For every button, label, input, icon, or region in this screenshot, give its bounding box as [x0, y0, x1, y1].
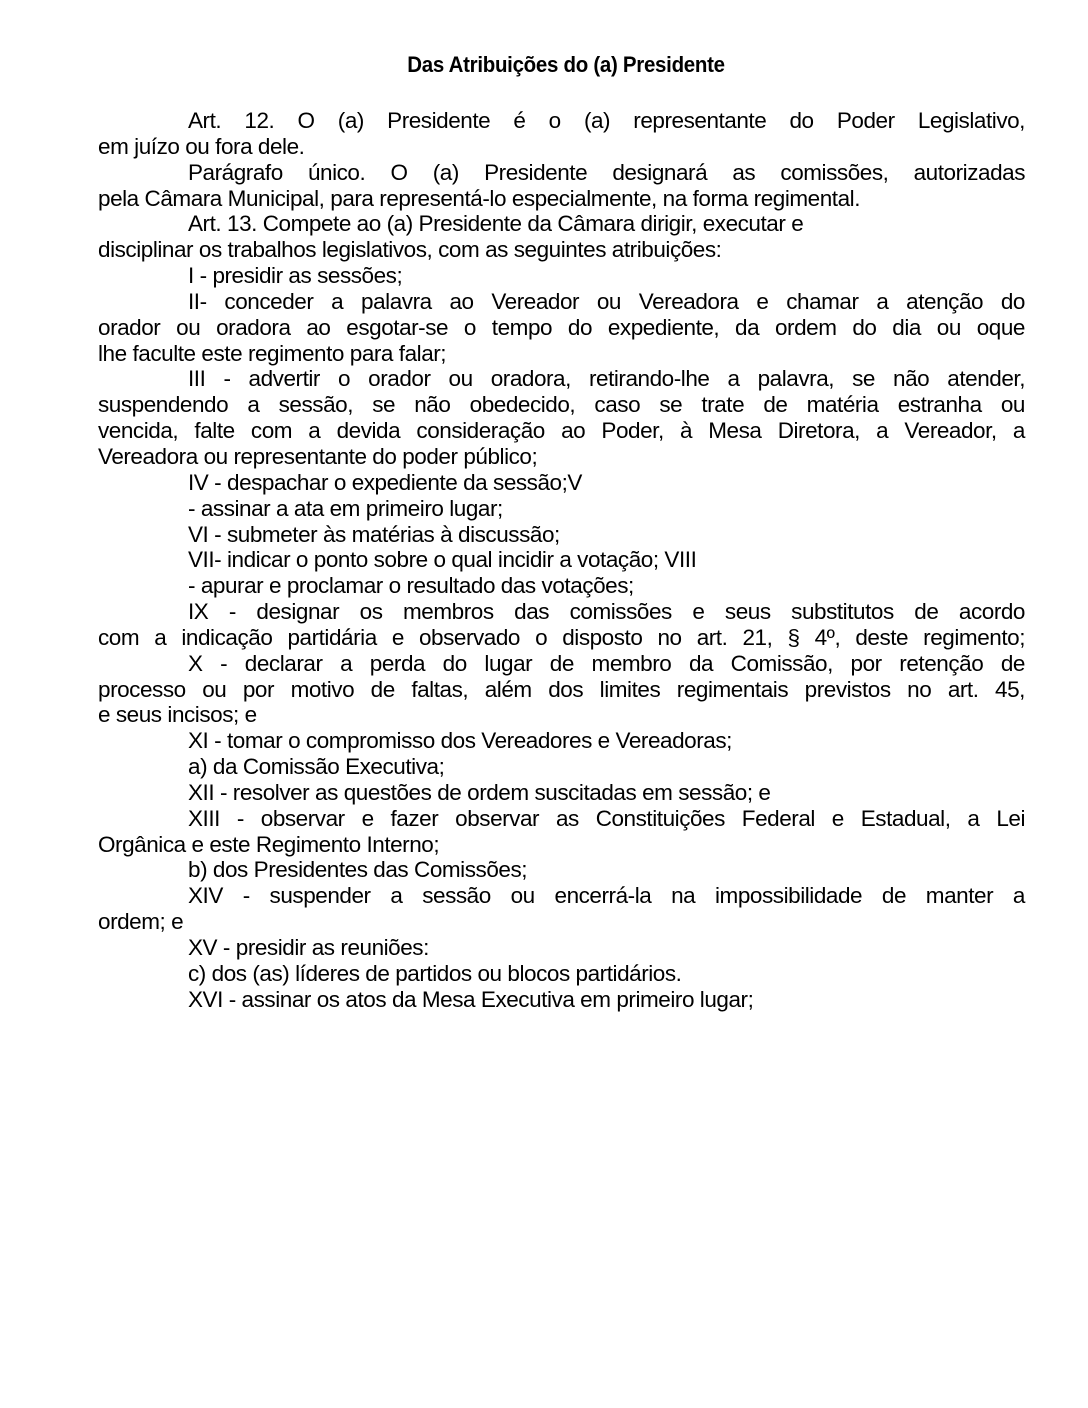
text-line: b) dos Presidentes das Comissões;: [188, 857, 528, 883]
section-title: Das Atribuições do (a) Presidente: [407, 52, 725, 77]
text-line: Vereadora ou representante do poder público;: [98, 443, 538, 469]
text-line: orador ou oradora ao esgotar-se o tempo do expediente, da ordem do dia ou oque: [98, 314, 1025, 340]
text-line: lhe faculte este regimento para falar;: [98, 340, 447, 366]
text-line: pela Câmara Municipal, para representá-lo especialmente, na forma regimental.: [98, 185, 861, 211]
text-line: Parágrafo único. O (a) Presidente designará as comissões, autorizadas: [188, 159, 1025, 185]
text-line: vencida, falte com a devida consideração ao Poder, à Mesa Diretora, a Vereador, a: [98, 418, 1025, 444]
text-line: XIII - observar e fazer observar as Constituições Federal e Estadual, a Lei: [188, 805, 1025, 831]
text-line: disciplinar os trabalhos legislativos, com as seguintes atribuições:: [98, 237, 722, 263]
text-line: X - declarar a perda do lugar de membro da Comissão, por retenção de: [188, 650, 1025, 676]
text-line: ordem; e: [98, 909, 184, 935]
text-line: processo ou por motivo de faltas, além dos limites regimentais previstos no art. 45,: [98, 676, 1025, 702]
text-line: XVI - assinar os atos da Mesa Executiva em primeiro lugar;: [188, 986, 754, 1012]
text-line: com a indicação partidária e observado o disposto no art. 21, § 4º, deste regimento;: [98, 624, 1025, 650]
text-line: suspendendo a sessão, se não obedecido, caso se trate de matéria estranha ou: [98, 392, 1025, 418]
text-line: em juízo ou fora dele.: [98, 133, 305, 159]
text-line: IV - despachar o expediente da sessão;V: [188, 469, 582, 495]
text-line: a) da Comissão Executiva;: [188, 754, 445, 780]
text-line: XIV - suspender a sessão ou encerrá-la na impossibilidade de manter a: [188, 883, 1025, 909]
text-line: I - presidir as sessões;: [188, 263, 403, 289]
text-line: Art. 13. Compete ao (a) Presidente da Câmara dirigir, executar e: [188, 211, 804, 237]
text-line: II- conceder a palavra ao Vereador ou Vereadora e chamar a atenção do: [188, 288, 1025, 314]
text-line: XV - presidir as reuniões:: [188, 935, 429, 960]
text-line: VI - submeter às matérias à discussão;: [188, 521, 560, 547]
text-line: XI - tomar o compromisso dos Vereadores e Vereadoras;: [188, 728, 732, 754]
text-line: - assinar a ata em primeiro lugar;: [188, 495, 503, 521]
text-line: Orgânica e este Regimento Interno;: [98, 831, 440, 857]
text-line: Art. 12. O (a) Presidente é o (a) representante do Poder Legislativo,: [188, 108, 1025, 133]
document-body: [98, 108, 1025, 1013]
text-line: - apurar e proclamar o resultado das votações;: [188, 573, 634, 599]
text-line: VII- indicar o ponto sobre o qual incidir a votação; VIII: [188, 547, 697, 573]
text-line: c) dos (as) líderes de partidos ou blocos partidários.: [188, 960, 682, 986]
text-line: XII - resolver as questões de ordem suscitadas em sessão; e: [188, 779, 771, 805]
text-line: IX - designar os membros das comissões e seus substitutos de acordo: [188, 599, 1025, 625]
text-line: e seus incisos; e: [98, 702, 257, 728]
text-line: III - advertir o orador ou oradora, retirando-lhe a palavra, se não atender,: [188, 366, 1025, 392]
